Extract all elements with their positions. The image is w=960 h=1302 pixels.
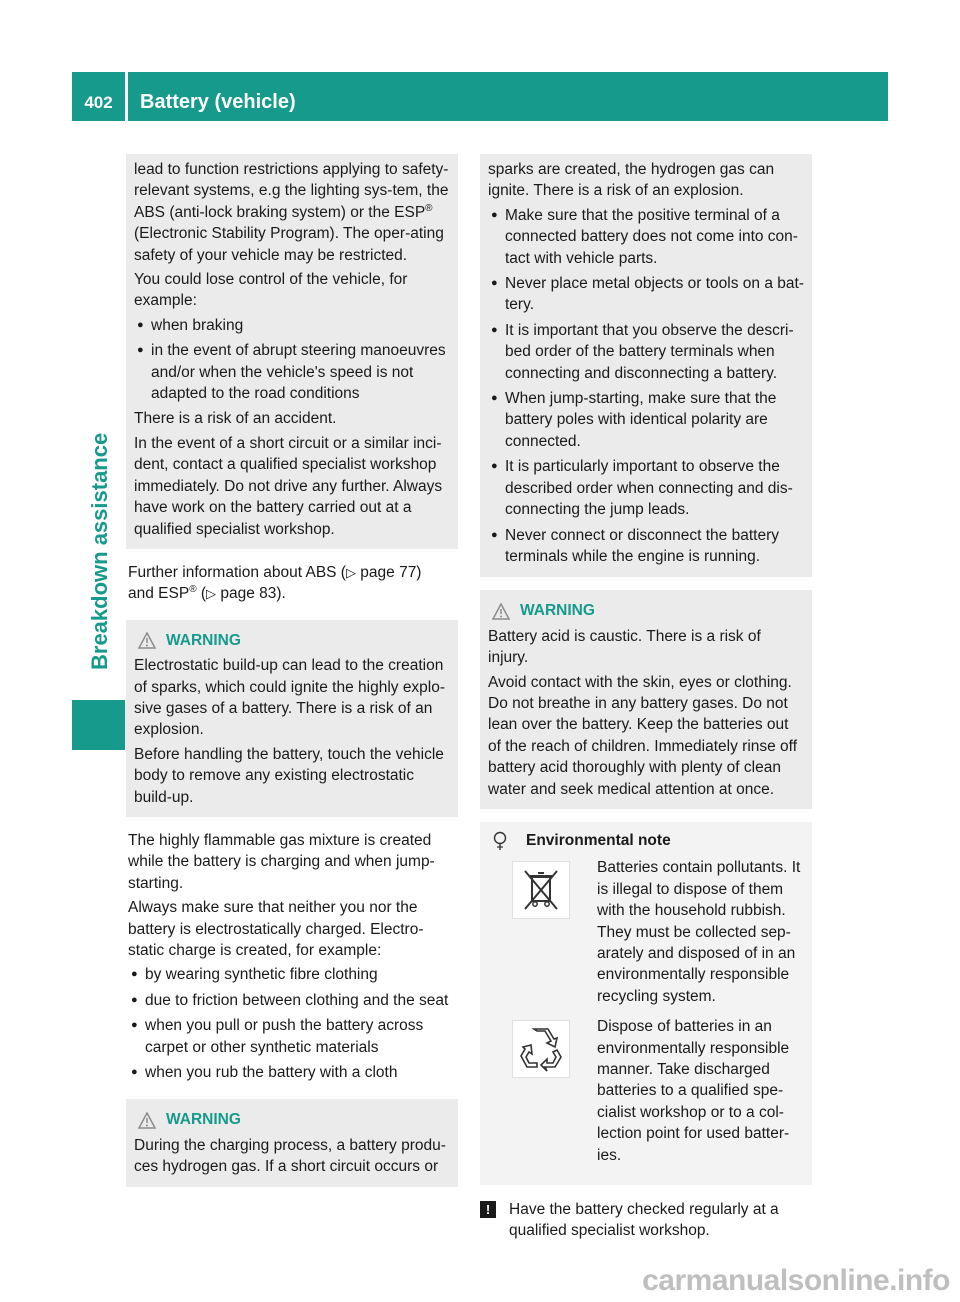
warning-text: Electrostatic build-up can lead to the creation of sparks, which could ignite the highly explo-sive gases of a battery. There is a risk of an explosion. bbox=[134, 657, 446, 739]
caution-note-text: Have the battery checked regularly at a qualified specialist workshop. bbox=[509, 1201, 779, 1240]
exclamation-icon: ! bbox=[480, 1201, 496, 1218]
warning-text: Battery acid is caustic. There is a risk of injury. bbox=[488, 627, 761, 667]
page-number: 402 bbox=[84, 93, 113, 112]
list-item: ● by wearing synthetic fibre clothing bbox=[131, 966, 378, 984]
warning-continuation-box bbox=[480, 154, 812, 577]
section-side-block bbox=[72, 700, 125, 750]
list-item: ● When jump-starting, make sure that the battery poles with identical polarity are connected. bbox=[491, 390, 777, 450]
list-item: ● when you rub the battery with a cloth bbox=[131, 1064, 398, 1082]
bullet-list bbox=[128, 964, 458, 1083]
warning-heading: WARNING bbox=[138, 630, 450, 651]
warning-triangle-icon bbox=[492, 603, 510, 620]
list-item: ● when you pull or push the battery across carpet or other synthetic materials bbox=[131, 1017, 424, 1056]
warning-box bbox=[126, 1099, 458, 1186]
warning-text: During the charging process, a battery produ-ces hydrogen gas. If a short circuit occurs or bbox=[134, 1136, 446, 1176]
page-reference-link[interactable]: page 77) bbox=[360, 563, 422, 581]
bullet-list bbox=[134, 315, 450, 405]
warning-text: Before handling the battery, touch the vehicle body to remove any existing electrostatic build-up. bbox=[134, 745, 444, 806]
right-column bbox=[480, 154, 812, 1242]
bullet-list bbox=[488, 205, 804, 568]
list-item: ● Never place metal objects or tools on a bat-tery. bbox=[491, 275, 804, 314]
box-paragraph: lead to function restrictions applying to safety-relevant systems, e.g the lighting sys-tem, the ABS (anti-lock braking system) or the ESP® (Electronic Stability Program). The oper-ating safety of your vehicle may be restricted. bbox=[134, 161, 449, 264]
warning-heading: WARNING bbox=[492, 600, 804, 621]
box-paragraph: In the event of a short circuit or a similar inci-dent, contact a qualified specialist workshop immediately. Do not drive any further. Always have work on the battery carried out at a qualified specialist workshop. bbox=[134, 434, 443, 538]
warning-triangle-icon bbox=[138, 632, 156, 649]
list-item: ● Make sure that the positive terminal of a connected battery does not come into con-tact with vehicle parts. bbox=[491, 206, 798, 267]
crossed-out-bin-icon bbox=[512, 861, 570, 919]
caution-note bbox=[480, 1199, 812, 1242]
list-item: ● Never connect or disconnect the battery terminals while the engine is running. bbox=[491, 526, 779, 565]
left-column bbox=[126, 154, 458, 1200]
warning-box bbox=[480, 590, 812, 809]
environmental-note-row bbox=[488, 857, 804, 1007]
list-item: ● It is particularly important to observe the described order when connecting and dis-connecting the jump leads. bbox=[491, 458, 793, 519]
page-title: Battery (vehicle) bbox=[140, 91, 296, 113]
box-paragraph: sparks are created, the hydrogen gas can ignite. There is a risk of an explosion. bbox=[488, 161, 775, 200]
list-item: ● in the event of abrupt steering manoeuvres and/or when the vehicle's speed is not adapted to the road conditions bbox=[137, 342, 446, 403]
page-reference-link[interactable]: page 83). bbox=[220, 585, 286, 603]
box-paragraph: There is a risk of an accident. bbox=[134, 410, 337, 428]
header-divider bbox=[125, 72, 128, 121]
list-item: ● due to friction between clothing and the seat bbox=[131, 991, 449, 1009]
environmental-note-heading: Environmental note bbox=[488, 830, 804, 851]
environmental-note-text: Dispose of batteries in an environmentally responsible manner. Take discharged batteries to a qualified spe-cialist workshop or to a col-lection point for used batter-ies. bbox=[597, 1018, 790, 1164]
section-side-label: Breakdown assistance bbox=[87, 432, 112, 670]
environmental-note-row bbox=[488, 1016, 804, 1166]
list-item: ● when braking bbox=[137, 316, 244, 334]
warning-box bbox=[126, 620, 458, 817]
lightbulb-icon bbox=[492, 831, 508, 851]
warning-triangle-icon bbox=[138, 1112, 156, 1129]
list-item: ● It is important that you observe the descri-bed order of the battery terminals when connecting and disconnecting a battery. bbox=[491, 321, 794, 382]
body-paragraph: Always make sure that neither you nor the battery is electrostatically charged. Electro-static charge is created, for example: bbox=[128, 899, 424, 959]
watermark: carmanualsonline.info bbox=[642, 1264, 950, 1297]
further-info-paragraph: Further information about ABS (▷ page 77) and ESP® (▷ page 83). bbox=[128, 563, 422, 603]
page-ref-arrow-icon: ▷ bbox=[206, 586, 217, 602]
warning-heading: WARNING bbox=[138, 1109, 450, 1130]
recycling-icon bbox=[512, 1020, 570, 1078]
body-paragraph: The highly flammable gas mixture is created while the battery is charging and when jump-starting. bbox=[128, 831, 435, 892]
warning-text: Avoid contact with the skin, eyes or clothing. Do not breathe in any battery gases. Do not lean over the battery. Keep the batteries out of the reach of children. Immediately rinse off battery acid thoroughly with plenty of clean water and seek medical attention at once. bbox=[488, 673, 798, 798]
environmental-note-text: Batteries contain pollutants. It is illegal to dispose of them with the household rubbish. They must be collected sep-arately and disposed of in an environmentally responsible recycling system. bbox=[597, 859, 801, 1005]
page-ref-arrow-icon: ▷ bbox=[345, 564, 356, 580]
box-paragraph: You could lose control of the vehicle, for example: bbox=[134, 271, 408, 310]
environmental-note-box bbox=[480, 822, 812, 1185]
warning-continuation-box bbox=[126, 154, 458, 549]
